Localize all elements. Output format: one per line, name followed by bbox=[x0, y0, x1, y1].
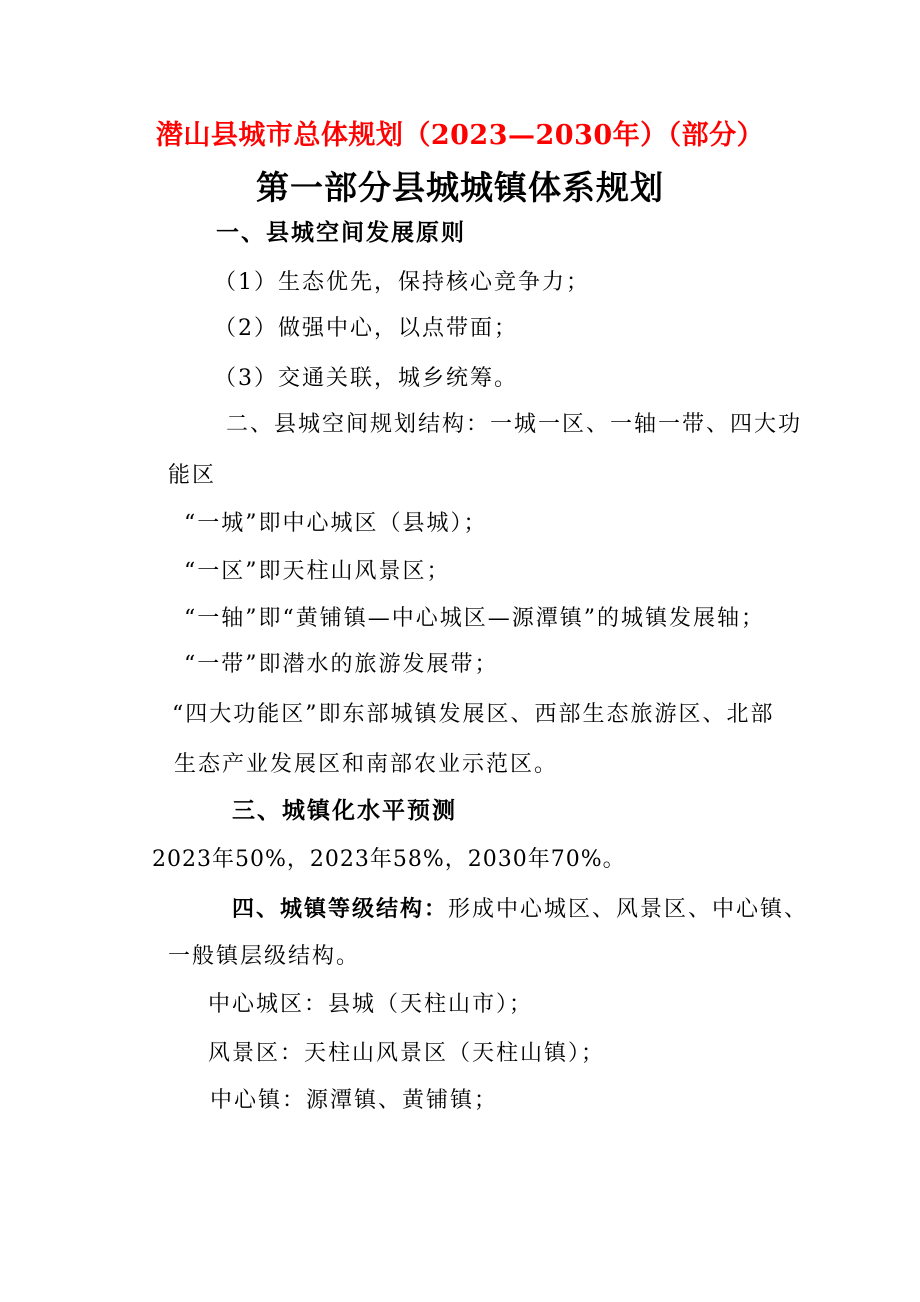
part-title: 第一部分县城城镇体系规划 bbox=[256, 168, 664, 207]
section4-item: 风景区：天柱山风景区（天柱山镇）； bbox=[208, 1041, 606, 1066]
section3-text: 2023年50%，2023年58%，2030年70%。 bbox=[152, 847, 626, 872]
section3-heading: 三、城镇化水平预测 bbox=[232, 797, 457, 824]
section4-text: 形成中心城区、风景区、中心镇、 bbox=[448, 897, 809, 922]
section4-paragraph bbox=[232, 895, 808, 924]
section2-item-cont: 生态产业发展区和南部农业示范区。 bbox=[174, 752, 559, 777]
section2-item: “一轴”即“黄铺镇—中心城区—源潭镇”的城镇发展轴； bbox=[184, 606, 765, 631]
section2-item: “一带”即潜水的旅游发展带； bbox=[184, 652, 499, 677]
section4-heading: 四、城镇等级结构： bbox=[232, 896, 449, 922]
section2-item: “一城”即中心城区（县城）； bbox=[184, 511, 488, 536]
section4-text-cont: 一般镇层级结构。 bbox=[168, 944, 361, 969]
section1-item: （3）交通关联，城乡统筹。 bbox=[214, 366, 518, 391]
section2-heading-cont: 能区 bbox=[168, 463, 217, 488]
section1-item: （2）做强中心，以点带面； bbox=[214, 316, 518, 341]
section4-item: 中心城区：县城（天柱山市）； bbox=[208, 992, 534, 1017]
document-title: 潜山县城市总体规划（2023—2030年）（部分） bbox=[155, 120, 765, 151]
section2-heading: 二、县城空间规划结构：一城一区、一轴一带、四大功 bbox=[226, 412, 803, 437]
section1-heading: 一、县城空间发展原则 bbox=[216, 219, 466, 246]
section4-item: 中心镇：源潭镇、黄铺镇； bbox=[210, 1088, 499, 1113]
section2-item: “一区”即天柱山风景区； bbox=[184, 559, 451, 584]
section2-item: “四大功能区”即东部城镇发展区、西部生态旅游区、北部 bbox=[172, 702, 775, 727]
section1-item: （1）生态优先，保持核心竞争力； bbox=[214, 270, 590, 295]
